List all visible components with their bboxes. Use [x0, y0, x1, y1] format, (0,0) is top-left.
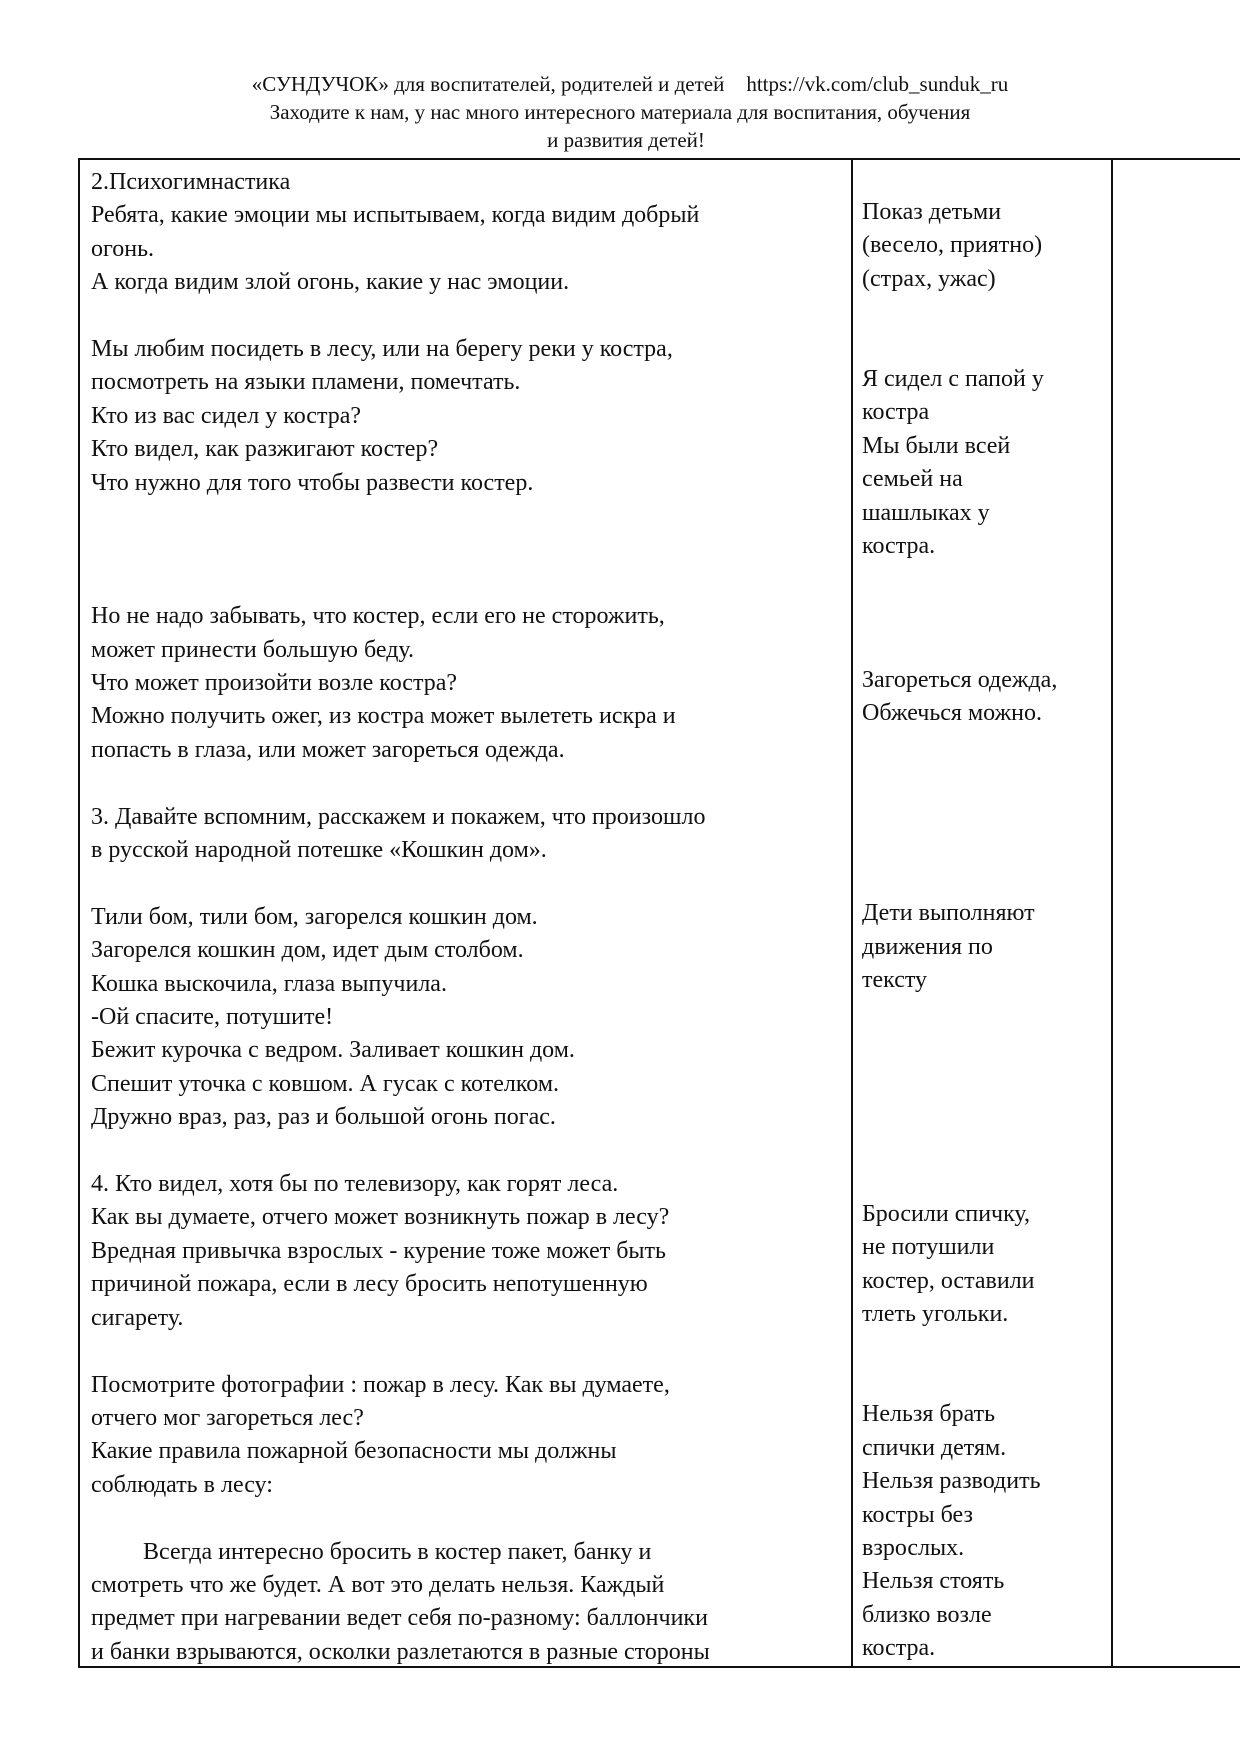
section-3-intro: 3. Давайте вспомним, расскажем и покажем, что произошло в русской народной потешке «Кошкин дом».	[91, 803, 706, 864]
header-line-3: и развития детей!	[547, 128, 705, 152]
section-2-title: 2.Психогимнастика	[91, 169, 291, 195]
page-header	[0, 70, 1240, 154]
section-3-poem: Тили бом, тили бом, загорелся кошкин дом. Загорелся кошкин дом, идет дым столбом. Кошка выскочила, глаза выпучила. -Ой спасите, потушите! Бежит курочка с ведром. Заливает кошкин дом. Спешит уточка с ковшом. А гусак с котелком. Дружно враз, раз, раз и большой огонь погас.	[91, 903, 575, 1131]
section-4-photos: Посмотрите фотографии : пожар в лесу. Как вы думаете, отчего мог загореться лес? Какие правила пожарной безопасности мы должны соблюдать в лесу:	[91, 1371, 670, 1498]
section-4-intro: 4. Кто видел, хотя бы по телевизору, как горят леса. Как вы думаете, отчего может возникнуть пожар в лесу? Вредная привычка взрослых - курение тоже может быть причиной пожара, если в лесу бросить непотушенную сигарету.	[91, 1171, 670, 1331]
notes-column	[1112, 159, 1240, 1667]
answer-danger: Загореться одежда, Обжечься можно.	[862, 666, 1058, 727]
header-line-2: Заходите к нам, у нас много интересного материала для воспитания, обучения	[269, 100, 971, 124]
answer-poem: Дети выполняют движения по тексту	[862, 900, 1035, 994]
section-2-campfire: Мы любим посидеть в лесу, или на берегу реки у костра, посмотреть на языки пламени, помечтать. Кто из вас сидел у костра? Кто видел, как разжигают костер? Что нужно для того чтобы развести костер.	[91, 336, 673, 496]
children-column	[852, 159, 1112, 1667]
section-2-emotions: Ребята, какие эмоции мы испытываем, когда видим добрый огонь. А когда видим злой огонь, какие у нас эмоции.	[91, 202, 700, 296]
answer-emotions: Показ детьми (весело, приятно) (страх, ужас)	[862, 199, 1043, 292]
section-4-items: Всегда интересно бросить в костер пакет, банку и смотреть что же будет. А вот это делать нельзя. Каждый предмет при нагревании ведет себя по-разному: баллончики и банки взрываются, осколки разлетаются в разные стороны	[91, 1538, 710, 1665]
header-title: «СУНДУЧОК» для воспитателей, родителей и детей	[251, 72, 725, 96]
teacher-column	[79, 159, 852, 1667]
header-line-1	[10, 70, 1240, 98]
answer-campfire: Я сидел с папой у костра Мы были всей семьей на шашлыках у костра.	[862, 366, 1044, 560]
lesson-table	[78, 158, 1240, 1668]
section-2-danger: Но не надо забывать, что костер, если его не сторожить, может принести большую беду. Что может произойти возле костра? Можно получить ожег, из костра может вылететь искра и попасть в глаза, или может загореться одежда.	[91, 603, 676, 763]
header-link[interactable]: https://vk.com/club_sunduk_ru	[746, 72, 1009, 96]
answer-fire-causes: Бросили спичку, не потушили костер, оставили тлеть угольки.	[862, 1200, 1035, 1328]
table-row	[79, 159, 1240, 1667]
answer-safety-rules: Нельзя брать спички детям. Нельзя разводить костры без взрослых. Нельзя стоять близко возле костра.	[862, 1401, 1041, 1662]
